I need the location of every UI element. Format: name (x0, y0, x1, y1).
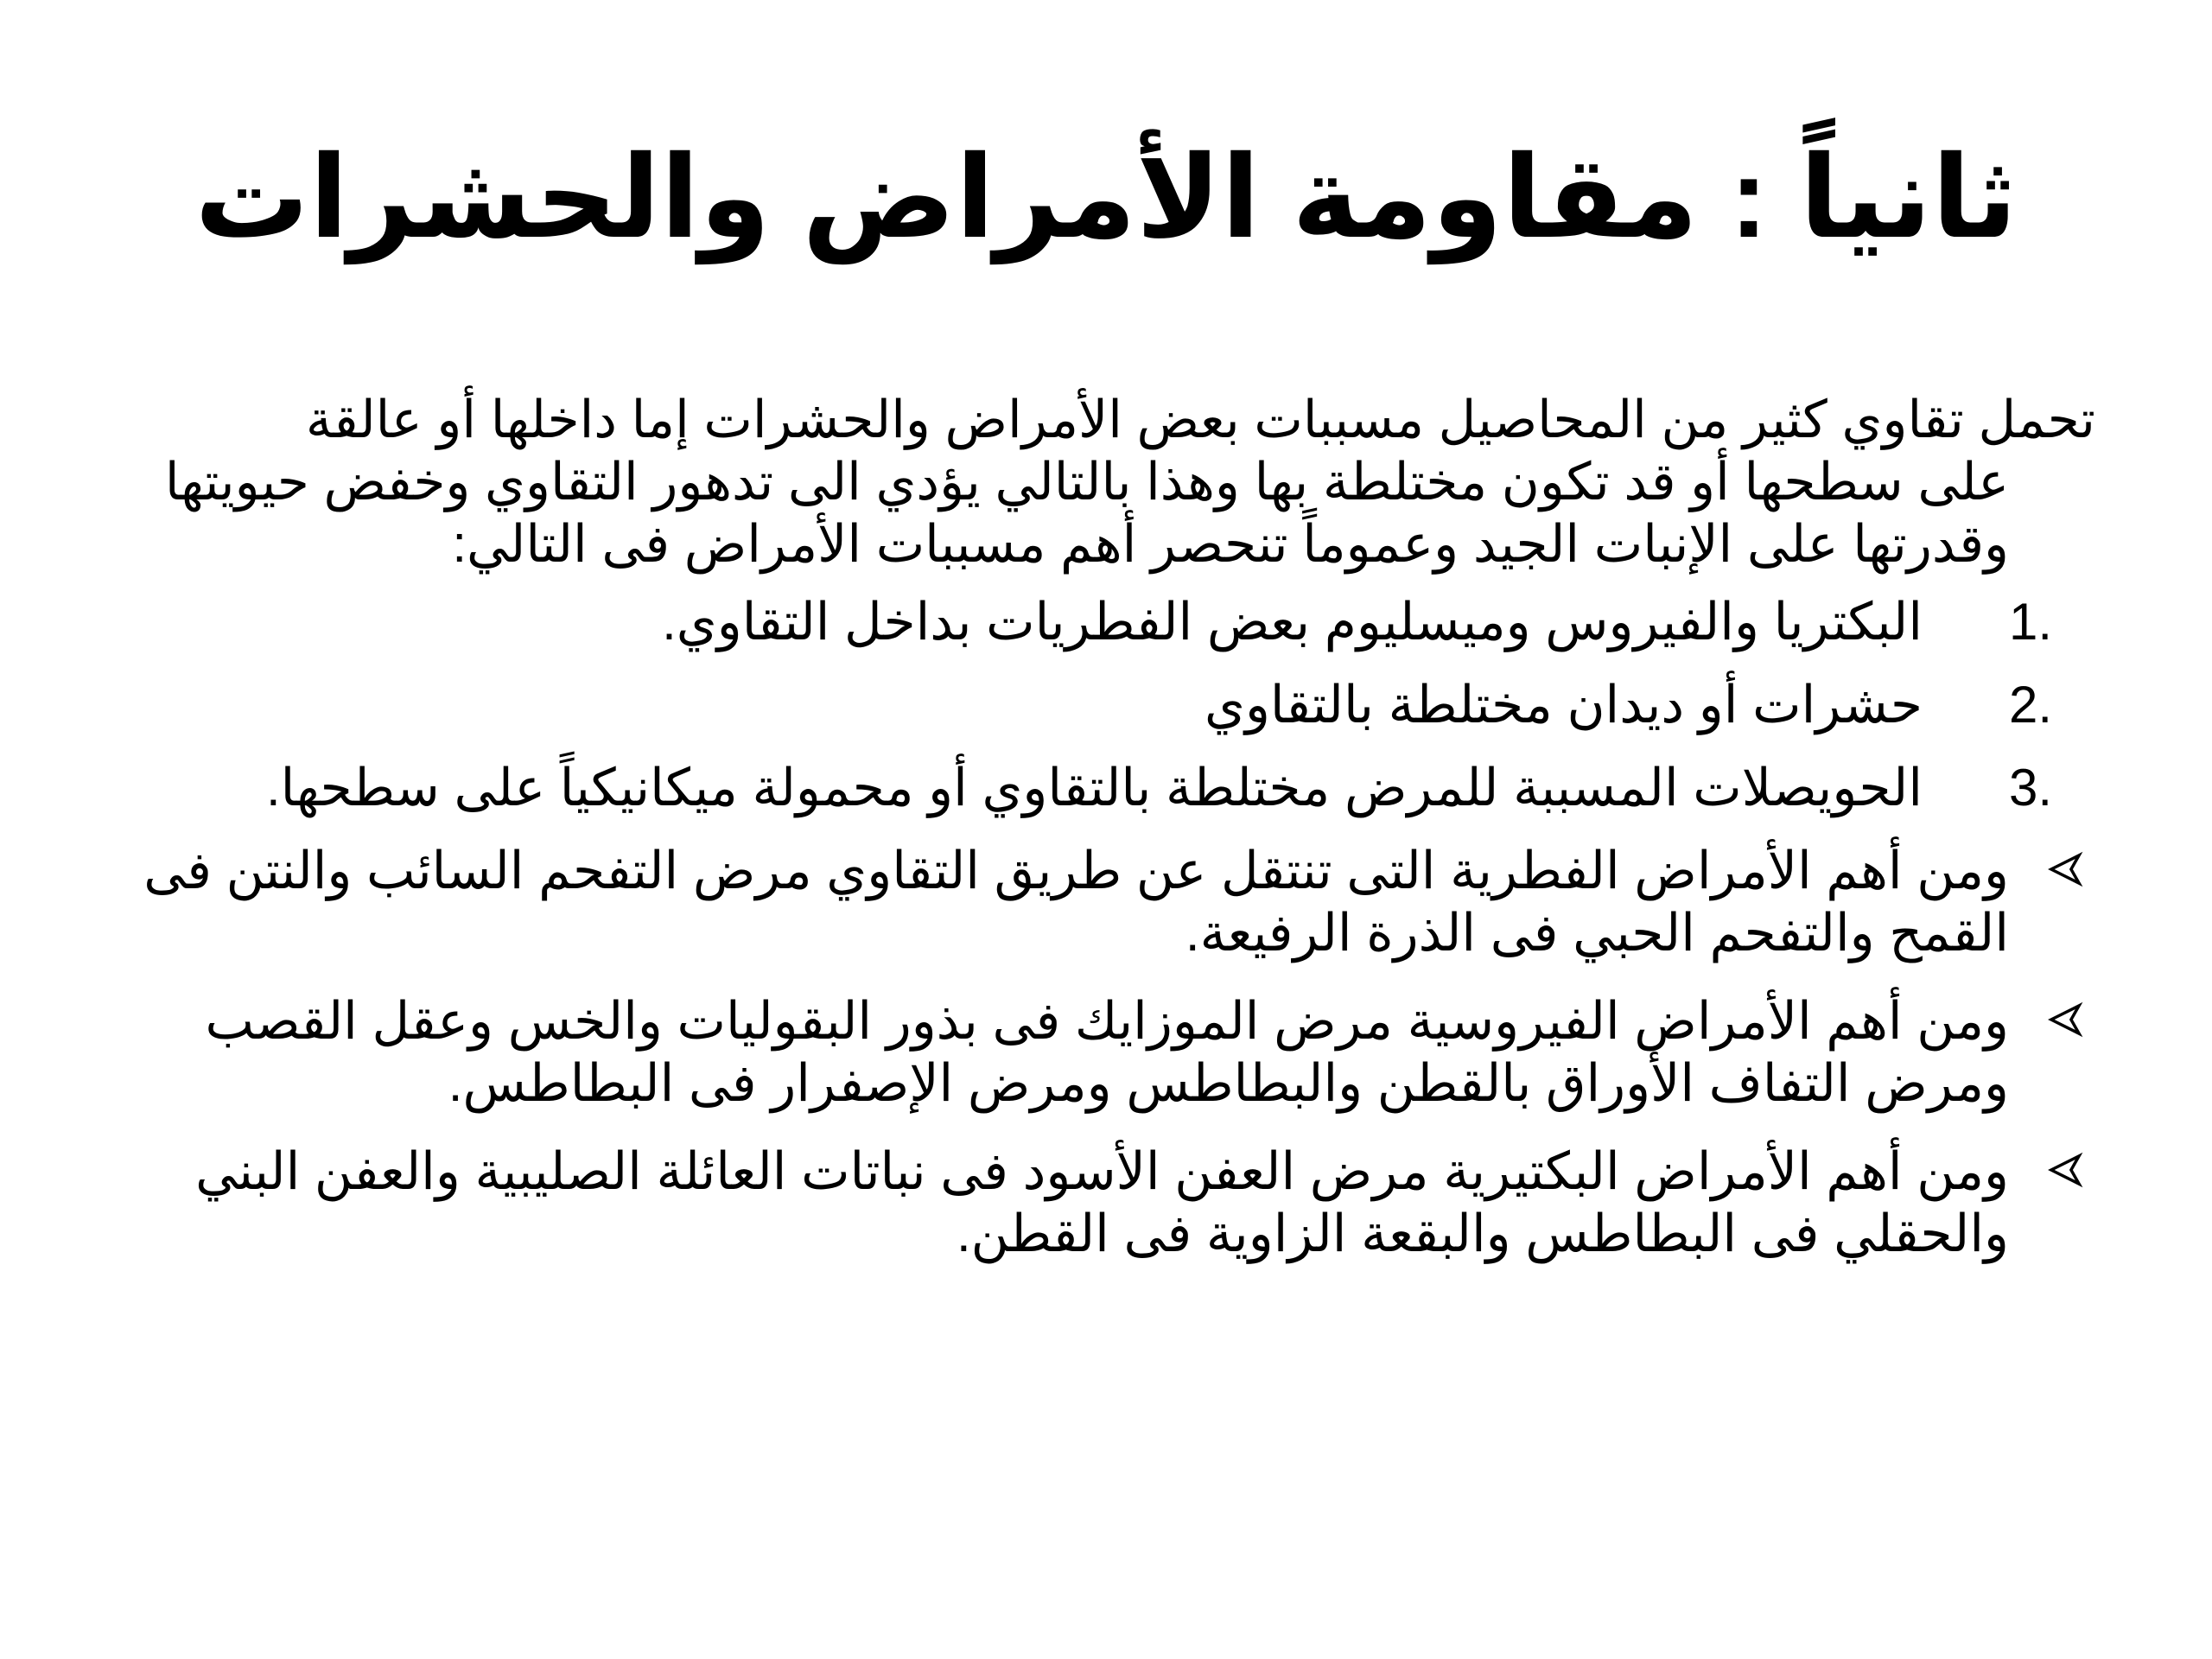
intro-paragraph (130, 389, 2095, 575)
intro-first-line: تحمل تقاوي كثير من المحاصيل مسببات بعض الأمراض والحشرات إما داخلها أو عالقة (305, 391, 2095, 448)
slide-title: ثانياً : مقاومة الأمراض والحشرات (194, 134, 2018, 261)
arrowhead-bullet-icon (2035, 994, 2095, 1046)
arrowhead-bullet-icon (2035, 843, 2095, 895)
bullet-item-text: ومن أهم الأمراض البكتيرية مرض العفن الأسود فى نباتات العائلة الصليبية والعفن البني والحقلي فى البطاطس والبقعة الزاوية فى القطن. (195, 1142, 2009, 1262)
list-number: 3. (2009, 759, 2053, 817)
numbered-item (130, 591, 2095, 653)
bullet-item (130, 1141, 2095, 1265)
numbered-item-text: البكتريا والفيروس وميسليوم بعض الفطريات بداخل التقاوي. (662, 593, 1923, 651)
bullet-list (130, 840, 2095, 1265)
list-number: 2. (2009, 676, 2053, 734)
bullet-item-text: ومن أهم الأمراض الفطرية التى تنتقل عن طريق التقاوي مرض التفحم السائب والنتن فى القمح والتفحم الحبي فى الذرة الرفيعة. (143, 842, 2009, 962)
intro-continuation: على سطحها أو قد تكون مختلطة بها وهذا بالتالي يؤدي الى تدهور التقاوي وخفض حيويتها وقدرتها على الإنبات الجيد وعموماً تنحصر أهم مسببات الأمراض فى التالي: (164, 453, 2009, 573)
bullet-item (130, 990, 2095, 1115)
numbered-item-text: الحويصلات المسببة للمرض مختلطة بالتقاوي أو محمولة ميكانيكياً على سطحها. (265, 759, 1923, 817)
numbered-list (130, 591, 2095, 819)
numbered-item (130, 674, 2095, 736)
list-number: 1. (2009, 593, 2053, 651)
bullet-item (130, 840, 2095, 964)
numbered-item (130, 757, 2095, 819)
arrowhead-bullet-icon (2035, 1144, 2095, 1196)
bullet-item-text: ومن أهم الأمراض الفيروسية مرض الموزايك فى بذور البقوليات والخس وعقل القصب ومرض التفاف الأوراق بالقطن والبطاطس ومرض الإصفرار فى البطاطس. (205, 992, 2009, 1112)
slide-body (130, 389, 2095, 1291)
numbered-item-text: حشرات أو ديدان مختلطة بالتقاوي (1204, 676, 1923, 734)
